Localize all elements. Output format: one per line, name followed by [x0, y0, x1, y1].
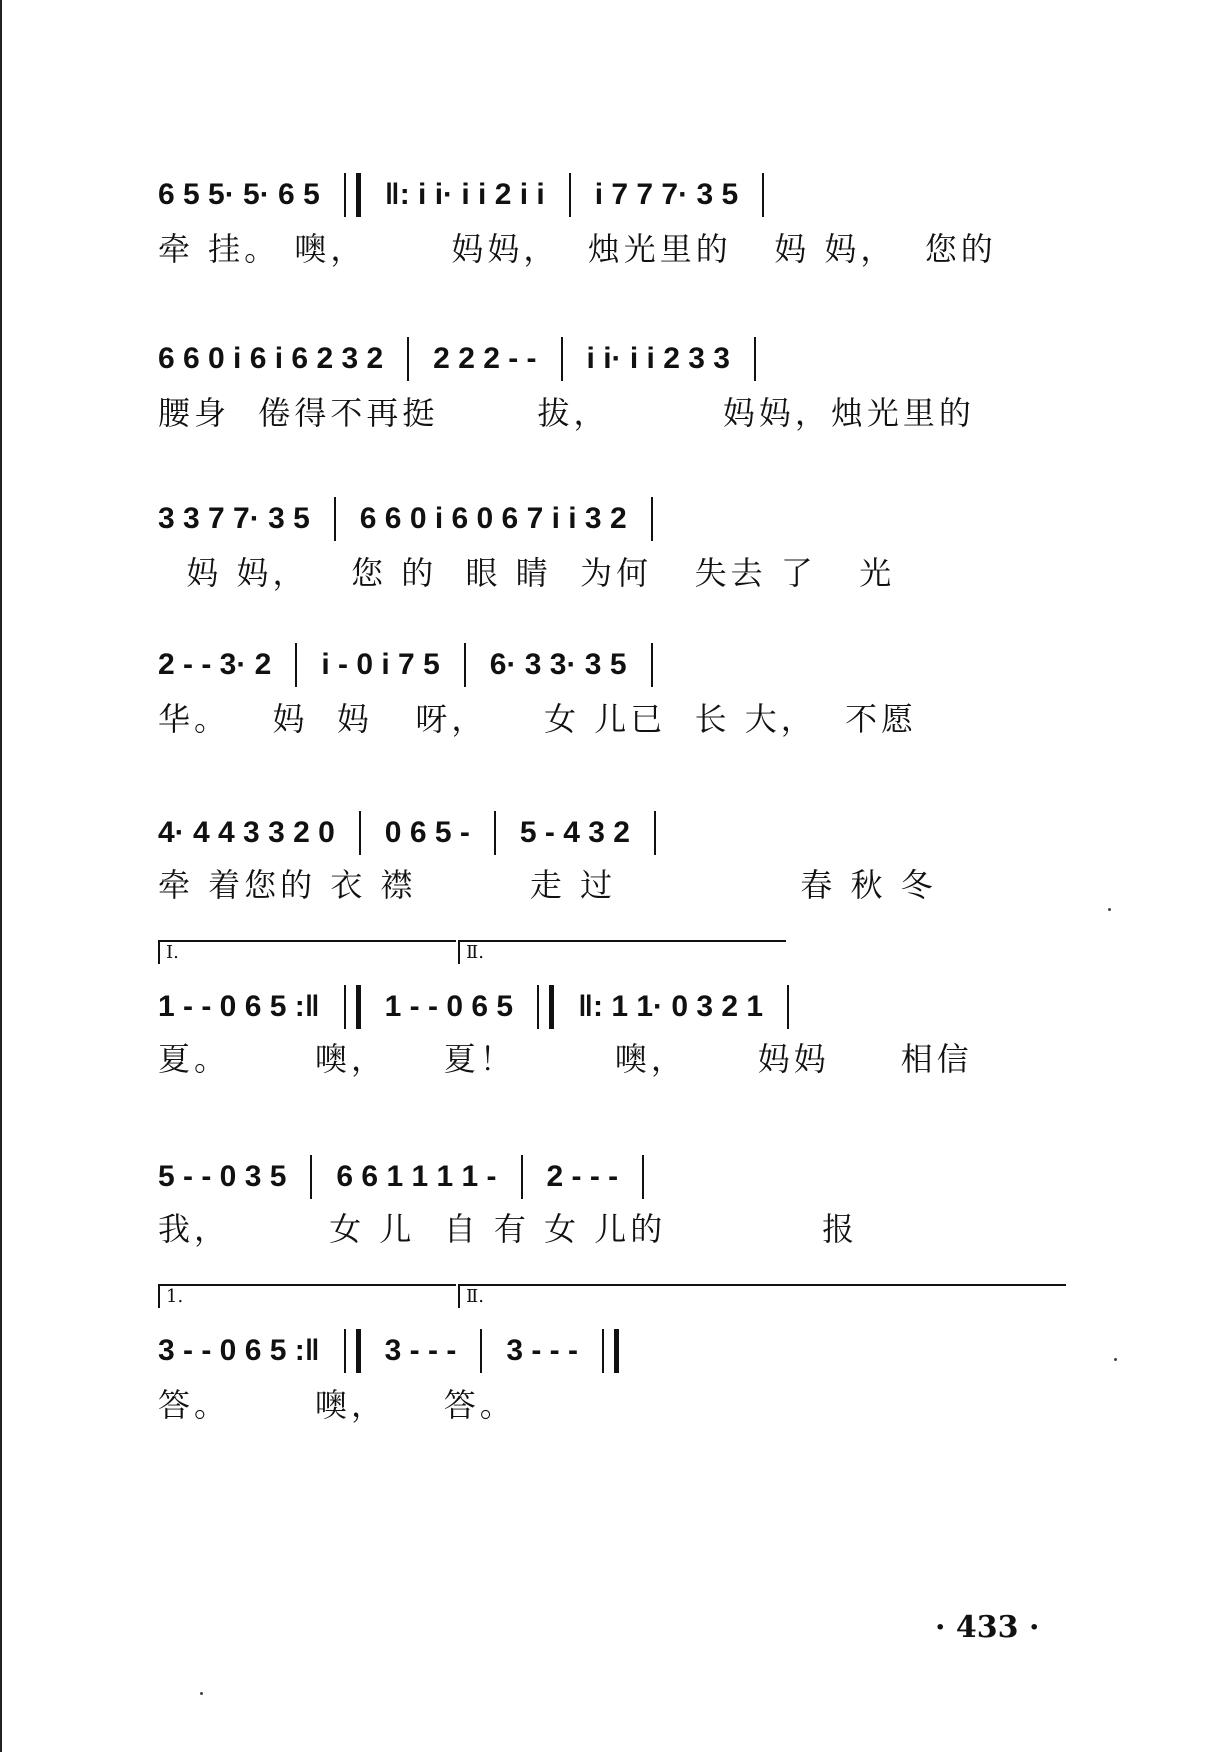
notation-row	[158, 982, 1078, 1032]
notation-row	[158, 640, 1078, 690]
scan-speck	[1114, 1358, 1117, 1361]
barline	[762, 173, 764, 217]
barline	[464, 643, 466, 687]
lyrics: 腰身 倦得不再挺 拔， 妈妈，烛光里的	[158, 394, 975, 432]
measure: 4· 4 4 3 3 2 0	[158, 816, 335, 849]
measure: 6 6 1 1 1 1 -	[336, 1160, 497, 1193]
barline	[407, 337, 409, 381]
measure: 2 - - 3· 2	[158, 648, 272, 681]
final-barline	[602, 1329, 619, 1373]
lyrics: 妈 妈， 您 的 眼 睛 为何 失去 了 光	[158, 554, 896, 592]
lyrics-line-6	[0, 1032, 1226, 1102]
measure: 3 - - -	[384, 1334, 457, 1367]
barline	[654, 811, 656, 855]
measure: 2 2 2 - -	[433, 342, 537, 375]
barline	[651, 497, 653, 541]
volta-bracket-1: 1.	[158, 1284, 456, 1308]
notation-row	[158, 494, 1078, 544]
volta-bracket-2: Ⅱ.	[458, 1284, 1066, 1308]
notation-row	[158, 1326, 1078, 1376]
measure: 5 - - 0 3 5	[158, 1160, 287, 1193]
barline	[521, 1155, 523, 1199]
lyrics: 华。 妈 妈 呀， 女 儿已 长 大， 不愿	[158, 700, 918, 738]
scan-speck	[1108, 908, 1111, 911]
barline	[310, 1155, 312, 1199]
lyrics: 答。 噢， 答。	[158, 1386, 516, 1424]
measure: 6· 3 3· 3 5	[489, 648, 627, 681]
barline	[334, 497, 336, 541]
end-repeat-barline	[344, 985, 361, 1029]
measure: 1 - - 0 6 5	[384, 990, 514, 1023]
barline	[651, 643, 653, 687]
measure: ‖: 1 1· 0 3 2 1	[578, 990, 764, 1023]
measure: 6 6 0 i 6 i 6 2 3 2	[158, 342, 384, 375]
lyrics: 夏。 噢， 夏！ 噢， 妈妈 相信	[158, 1040, 973, 1078]
lyrics: 我， 女 儿 自 有 女 儿的 报	[158, 1210, 859, 1248]
measure: 1 - - 0 6 5 :‖	[158, 990, 320, 1023]
barline	[642, 1155, 644, 1199]
notation-row	[158, 170, 1078, 220]
notation-row	[158, 1152, 1078, 1202]
lyrics-line-2	[0, 386, 1226, 456]
measure: 0 6 5 -	[384, 816, 470, 849]
barline	[754, 337, 756, 381]
measure: 3 - - -	[506, 1334, 578, 1367]
measure: i - 0 i 7 5	[321, 648, 440, 681]
barline	[561, 337, 563, 381]
repeat-barline	[344, 173, 361, 217]
lyrics-line-1	[0, 222, 1226, 292]
measure: 6 6 0 i 6 0 6 7 i i 3 2	[359, 502, 627, 535]
barline	[569, 173, 571, 217]
page-number: · 433 ·	[935, 1610, 1040, 1645]
barline	[359, 811, 361, 855]
barline	[295, 643, 297, 687]
lyrics: 牵 挂。 噢， 妈妈， 烛光里的 妈 妈， 您的	[158, 230, 997, 268]
volta-bracket-1: Ⅰ.	[158, 940, 456, 964]
volta-bracket-2: Ⅱ.	[458, 940, 786, 964]
measure: 3 - - 0 6 5 :‖	[158, 1334, 320, 1367]
scan-speck	[200, 1692, 203, 1695]
barline	[480, 1329, 482, 1373]
barline	[494, 811, 496, 855]
measure: i i· i i 2 3 3	[586, 342, 730, 375]
end-repeat-barline	[344, 1329, 361, 1373]
lyrics-line-8	[0, 1378, 1226, 1448]
notation-row	[158, 334, 1078, 384]
measure: 2 - - -	[546, 1160, 619, 1193]
notation-row	[158, 808, 1078, 858]
measure: i 7 7 7· 3 5	[594, 178, 739, 211]
lyrics-line-5	[0, 858, 1226, 928]
repeat-barline	[537, 985, 554, 1029]
measure: ‖: i i· i i 2 i i	[384, 178, 545, 211]
measure: 6 5 5· 5· 6 5	[158, 178, 320, 211]
measure: 5 - 4 3 2	[519, 816, 630, 849]
lyrics-line-4	[0, 692, 1226, 762]
lyrics-line-3	[0, 546, 1226, 616]
measure: 3 3 7 7· 3 5	[158, 502, 310, 535]
lyrics: 牵 着您的 衣 襟 走 过 春 秋 冬	[158, 866, 937, 904]
lyrics-line-7	[0, 1202, 1226, 1272]
barline	[787, 985, 789, 1029]
